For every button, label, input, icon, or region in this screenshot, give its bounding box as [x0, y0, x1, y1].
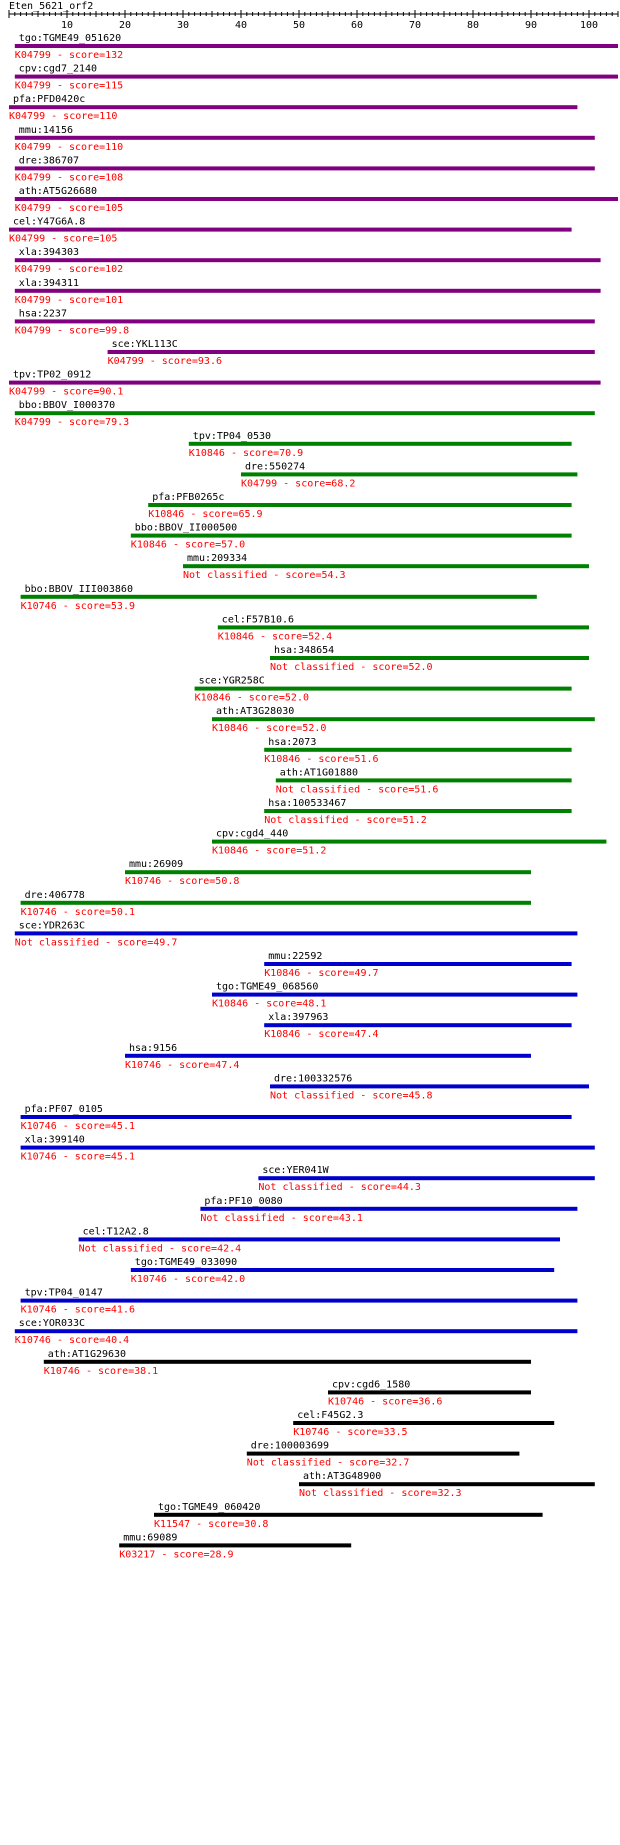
- hit-bar[interactable]: [15, 75, 618, 79]
- hit-name[interactable]: sce:YGR258C: [198, 675, 265, 687]
- hit-bar[interactable]: [9, 105, 577, 109]
- hit-row[interactable]: [21, 1135, 595, 1163]
- hit-name[interactable]: ath:AT1G01880: [279, 767, 359, 779]
- hit-score: Not classified - score=52.0: [270, 662, 433, 673]
- hit-bar[interactable]: [79, 1237, 560, 1241]
- hit-bar[interactable]: [200, 1207, 577, 1211]
- hit-score: K10846 - score=52.0: [194, 692, 309, 704]
- hit-name[interactable]: ath:AT1G29630: [47, 1348, 127, 1360]
- hit-name[interactable]: tgo:TGME49_033090: [134, 1257, 238, 1268]
- hit-name[interactable]: cel:Y47G6A.8: [13, 216, 86, 228]
- hit-score: K10846 - score=70.9: [188, 447, 304, 459]
- hit-row[interactable]: [21, 1104, 572, 1132]
- hit-bar[interactable]: [241, 472, 577, 476]
- hit-score: Not classified - score=49.7: [14, 937, 178, 949]
- hit-score: Not classified - score=51.2: [264, 815, 427, 826]
- hit-row[interactable]: [264, 951, 571, 979]
- hit-score: Not classified - score=45.8: [270, 1090, 433, 1102]
- hit-bar[interactable]: [21, 1299, 578, 1303]
- hit-score: K04799 - score=115: [14, 80, 124, 92]
- hit-row[interactable]: [299, 1471, 595, 1499]
- hit-name[interactable]: mmu:22592: [268, 951, 323, 962]
- hit-bar[interactable]: [131, 1268, 554, 1272]
- hit-name[interactable]: hsa:348654: [274, 645, 335, 656]
- hit-score: K10846 - score=65.9: [148, 509, 263, 520]
- hit-bar[interactable]: [15, 289, 601, 293]
- hit-row[interactable]: [154, 1502, 543, 1530]
- hit-row[interactable]: [241, 461, 577, 489]
- hit-name[interactable]: pfa:PFD0420c: [13, 94, 86, 106]
- hit-name[interactable]: ath:AT3G28030: [216, 706, 295, 718]
- hit-name[interactable]: bbo:BBOV_II000500: [134, 522, 238, 534]
- hit-bar[interactable]: [264, 748, 571, 752]
- hit-bar[interactable]: [15, 166, 595, 170]
- hit-name[interactable]: bbo:BBOV_III003860: [24, 583, 133, 595]
- hit-name[interactable]: mmu:209334: [187, 553, 248, 565]
- hit-row[interactable]: [293, 1410, 554, 1438]
- hit-bar[interactable]: [9, 228, 572, 232]
- hit-bar[interactable]: [15, 931, 578, 935]
- hit-bar[interactable]: [9, 381, 601, 385]
- hit-score: K10846 - score=47.4: [264, 1029, 379, 1041]
- hit-score: K10746 - score=41.6: [20, 1304, 135, 1316]
- hit-row[interactable]: [79, 1226, 560, 1254]
- axis-tick-label: 80: [466, 20, 480, 31]
- hit-row[interactable]: [21, 890, 531, 918]
- hit-bar[interactable]: [15, 319, 595, 323]
- hit-bar[interactable]: [328, 1390, 531, 1394]
- hit-score: K04799 - score=132: [14, 50, 124, 61]
- axis-tick-label: 70: [408, 20, 422, 31]
- hit-row[interactable]: [131, 523, 572, 551]
- hit-name[interactable]: hsa:9156: [129, 1042, 178, 1054]
- hit-row[interactable]: [119, 1532, 351, 1560]
- hit-score: Not classified - score=44.3: [258, 1182, 421, 1194]
- axis-tick-label: 100: [579, 20, 599, 31]
- hit-row[interactable]: [15, 64, 618, 92]
- hit-bar[interactable]: [15, 136, 595, 140]
- hit-score: K10746 - score=53.9: [20, 600, 135, 612]
- hit-name[interactable]: sce:YER041W: [262, 1165, 329, 1177]
- hit-bar[interactable]: [264, 1023, 571, 1027]
- hit-bar[interactable]: [15, 1329, 578, 1333]
- hit-name[interactable]: cel:T12A2.8: [82, 1226, 149, 1238]
- hit-score: K10746 - score=47.4: [125, 1059, 240, 1071]
- hit-name[interactable]: tgo:TGME49_060420: [158, 1501, 261, 1513]
- hit-score: Not classified - score=51.6: [275, 784, 439, 796]
- hit-row[interactable]: [258, 1165, 594, 1193]
- hit-row[interactable]: [21, 584, 537, 612]
- hit-name[interactable]: dre:386707: [18, 155, 80, 167]
- hit-bar[interactable]: [125, 1054, 531, 1058]
- hit-row[interactable]: [15, 278, 601, 306]
- hit-score: K11547 - score=30.8: [154, 1518, 269, 1530]
- hit-bar[interactable]: [189, 442, 572, 446]
- hit-name[interactable]: xla:394311: [18, 277, 80, 289]
- hit-score: K04799 - score=79.3: [14, 417, 130, 429]
- hit-name[interactable]: sce:YOR033C: [18, 1318, 86, 1330]
- hit-score: K10746 - score=42.0: [130, 1274, 246, 1285]
- hit-bar[interactable]: [21, 1146, 595, 1150]
- hit-row[interactable]: [148, 492, 571, 520]
- hit-bar[interactable]: [218, 625, 589, 629]
- hit-name[interactable]: dre:100332576: [274, 1073, 353, 1085]
- hit-row[interactable]: [15, 308, 595, 336]
- hit-row[interactable]: [270, 645, 589, 673]
- hit-score: K04799 - score=108: [14, 172, 124, 184]
- hit-row[interactable]: [21, 1288, 578, 1316]
- axis-tick-label: 20: [118, 20, 132, 31]
- hit-bar[interactable]: [293, 1421, 554, 1425]
- hit-score: K04799 - score=105: [9, 233, 118, 245]
- hit-bar[interactable]: [119, 1543, 351, 1547]
- hit-bar[interactable]: [299, 1482, 595, 1486]
- axis-tick-label: 40: [234, 20, 248, 31]
- hit-name[interactable]: tpv:TP04_0530: [192, 430, 272, 442]
- hit-score: K10746 - score=38.1: [43, 1365, 159, 1377]
- hit-bar[interactable]: [21, 1115, 572, 1119]
- axis-tick-label: 30: [176, 20, 190, 31]
- hit-list: [9, 33, 618, 1560]
- hit-bar[interactable]: [258, 1176, 594, 1180]
- hit-name[interactable]: pfa:PFB0265c: [152, 492, 225, 503]
- hit-score: K10746 - score=36.6: [328, 1396, 443, 1408]
- hit-row[interactable]: [15, 920, 578, 948]
- hit-row[interactable]: [264, 1012, 571, 1040]
- hit-row[interactable]: [195, 676, 572, 704]
- hit-name[interactable]: cel:F57B10.6: [221, 614, 295, 626]
- hit-bar[interactable]: [125, 870, 531, 874]
- hit-row[interactable]: [9, 370, 601, 398]
- hit-row[interactable]: [328, 1379, 531, 1407]
- hit-name[interactable]: cpv:cgd4_440: [216, 828, 289, 840]
- hit-bar[interactable]: [154, 1513, 543, 1517]
- hit-name[interactable]: hsa:2073: [268, 736, 317, 748]
- hit-bar[interactable]: [183, 564, 589, 568]
- hit-row[interactable]: [212, 829, 606, 857]
- hit-bar[interactable]: [264, 962, 571, 966]
- hit-score: K04799 - score=99.8: [14, 325, 130, 337]
- hit-row[interactable]: [15, 125, 595, 153]
- hit-bar[interactable]: [131, 534, 572, 538]
- hit-name[interactable]: ath:AT3G48900: [303, 1471, 382, 1483]
- hit-bar[interactable]: [44, 1360, 531, 1364]
- hit-bar[interactable]: [15, 411, 595, 415]
- hit-row[interactable]: [15, 186, 618, 214]
- hit-row[interactable]: [264, 798, 571, 826]
- hit-bar[interactable]: [270, 1084, 589, 1088]
- hit-name[interactable]: dre:550274: [245, 461, 306, 473]
- hit-score: K10746 - score=40.4: [14, 1335, 130, 1347]
- hit-row[interactable]: [212, 982, 577, 1010]
- hit-bar[interactable]: [212, 993, 577, 997]
- hit-name[interactable]: hsa:2237: [18, 308, 67, 320]
- hit-bar[interactable]: [195, 687, 572, 691]
- hit-name[interactable]: ath:AT5G26680: [18, 186, 98, 197]
- hit-score: K10846 - score=51.6: [264, 753, 379, 765]
- hit-score: K04799 - score=105: [14, 203, 124, 214]
- hit-score: K04799 - score=110: [9, 111, 118, 123]
- hit-bar[interactable]: [276, 778, 572, 782]
- hit-score: Not classified - score=32.7: [246, 1457, 410, 1469]
- hit-row[interactable]: [9, 94, 577, 122]
- hit-name[interactable]: xla:397963: [268, 1012, 329, 1024]
- hit-score: K04799 - score=90.1: [9, 386, 124, 398]
- hit-score: Not classified - score=43.1: [200, 1212, 363, 1224]
- hit-score: K10846 - score=57.0: [130, 539, 246, 551]
- hit-bar[interactable]: [15, 44, 618, 48]
- hit-bar[interactable]: [148, 503, 571, 507]
- axis-tick-label: 60: [350, 20, 364, 31]
- hit-name[interactable]: cpv:cgd7_2140: [18, 63, 98, 75]
- hit-bar[interactable]: [270, 656, 589, 660]
- hit-row[interactable]: [125, 1043, 531, 1071]
- hit-row[interactable]: [108, 339, 595, 367]
- hit-name[interactable]: tpv:TP02_0912: [13, 369, 92, 381]
- hit-row[interactable]: [15, 1318, 578, 1346]
- hit-bar[interactable]: [247, 1452, 520, 1456]
- hit-name[interactable]: mmu:26909: [129, 859, 184, 871]
- hit-row[interactable]: [183, 553, 589, 581]
- hit-name[interactable]: sce:YKL113C: [111, 339, 178, 350]
- hit-score: K10746 - score=45.1: [20, 1121, 135, 1132]
- hit-score: K10846 - score=52.4: [217, 631, 333, 643]
- hit-name[interactable]: bbo:BBOV_I000370: [18, 400, 116, 412]
- hit-row[interactable]: [212, 706, 595, 734]
- hit-score: K04799 - score=93.6: [107, 356, 222, 367]
- hit-bar[interactable]: [212, 840, 606, 844]
- hit-score: Not classified - score=42.4: [78, 1243, 242, 1255]
- hit-score: K03217 - score=28.9: [119, 1549, 234, 1561]
- hit-score: K04799 - score=68.2: [241, 478, 356, 490]
- hit-row[interactable]: [9, 217, 572, 245]
- hit-score: K10746 - score=45.1: [20, 1151, 135, 1163]
- hit-score: K10846 - score=51.2: [212, 845, 327, 857]
- hit-bar[interactable]: [21, 595, 537, 599]
- hit-bar[interactable]: [15, 197, 618, 201]
- axis-tick-label: 10: [60, 20, 74, 31]
- hit-score: K04799 - score=101: [14, 294, 124, 306]
- hit-row[interactable]: [270, 1073, 589, 1101]
- hit-name[interactable]: tgo:TGME49_051620: [18, 33, 122, 44]
- axis-tick-label: 50: [292, 20, 306, 31]
- hit-row[interactable]: [15, 247, 601, 275]
- hit-row[interactable]: [200, 1196, 577, 1224]
- hit-bar[interactable]: [108, 350, 595, 354]
- hit-bar[interactable]: [21, 901, 531, 905]
- hit-name[interactable]: pfa:PF10_0080: [204, 1195, 283, 1207]
- hit-score: K04799 - score=110: [14, 141, 124, 153]
- hit-score: Not classified - score=54.3: [183, 570, 346, 582]
- hit-row[interactable]: [125, 859, 531, 887]
- hit-row[interactable]: [247, 1441, 520, 1469]
- hit-name[interactable]: tgo:TGME49_068560: [216, 981, 319, 993]
- hit-row[interactable]: [189, 431, 572, 459]
- hit-row[interactable]: [15, 400, 595, 428]
- hit-bar[interactable]: [264, 809, 571, 813]
- hit-name[interactable]: dre:100003699: [250, 1440, 330, 1452]
- hit-name[interactable]: xla:394303: [18, 247, 80, 259]
- hit-name[interactable]: tpv:TP04_0147: [24, 1287, 103, 1299]
- hit-score: K10846 - score=48.1: [212, 998, 327, 1010]
- hit-score: K10746 - score=50.8: [125, 876, 240, 888]
- hit-score: K10846 - score=49.7: [264, 968, 379, 979]
- hit-row[interactable]: [276, 767, 572, 795]
- axis-tick-label: 90: [524, 20, 538, 31]
- hit-name[interactable]: hsa:100533467: [268, 798, 347, 809]
- hit-name[interactable]: dre:406778: [24, 889, 85, 901]
- hit-score: K10746 - score=50.1: [20, 906, 135, 918]
- hit-name[interactable]: cel:F45G2.3: [297, 1410, 364, 1421]
- hit-bar[interactable]: [15, 258, 601, 262]
- hit-name[interactable]: mmu:69089: [123, 1532, 178, 1544]
- hit-bar[interactable]: [212, 717, 595, 721]
- hit-row[interactable]: [15, 155, 595, 183]
- hit-score: K04799 - score=102: [14, 264, 124, 276]
- hit-row[interactable]: [218, 614, 589, 642]
- hit-row[interactable]: [264, 737, 571, 765]
- axis-ruler: [9, 10, 618, 31]
- hit-name[interactable]: mmu:14156: [18, 124, 73, 136]
- hit-row[interactable]: [44, 1349, 531, 1377]
- hit-score: Not classified - score=32.3: [299, 1488, 462, 1500]
- hit-name[interactable]: sce:YDR263C: [18, 920, 86, 932]
- hit-score: K10746 - score=33.5: [293, 1427, 408, 1438]
- hit-name[interactable]: cpv:cgd6_1580: [332, 1379, 411, 1391]
- hit-score: K10846 - score=52.0: [212, 723, 327, 735]
- hit-row[interactable]: [15, 33, 618, 61]
- hit-name[interactable]: xla:399140: [24, 1134, 85, 1146]
- hit-row[interactable]: [131, 1257, 554, 1285]
- hit-name[interactable]: pfa:PF07_0105: [24, 1104, 103, 1115]
- query-label: Eten_5621_orf2: [9, 1, 94, 12]
